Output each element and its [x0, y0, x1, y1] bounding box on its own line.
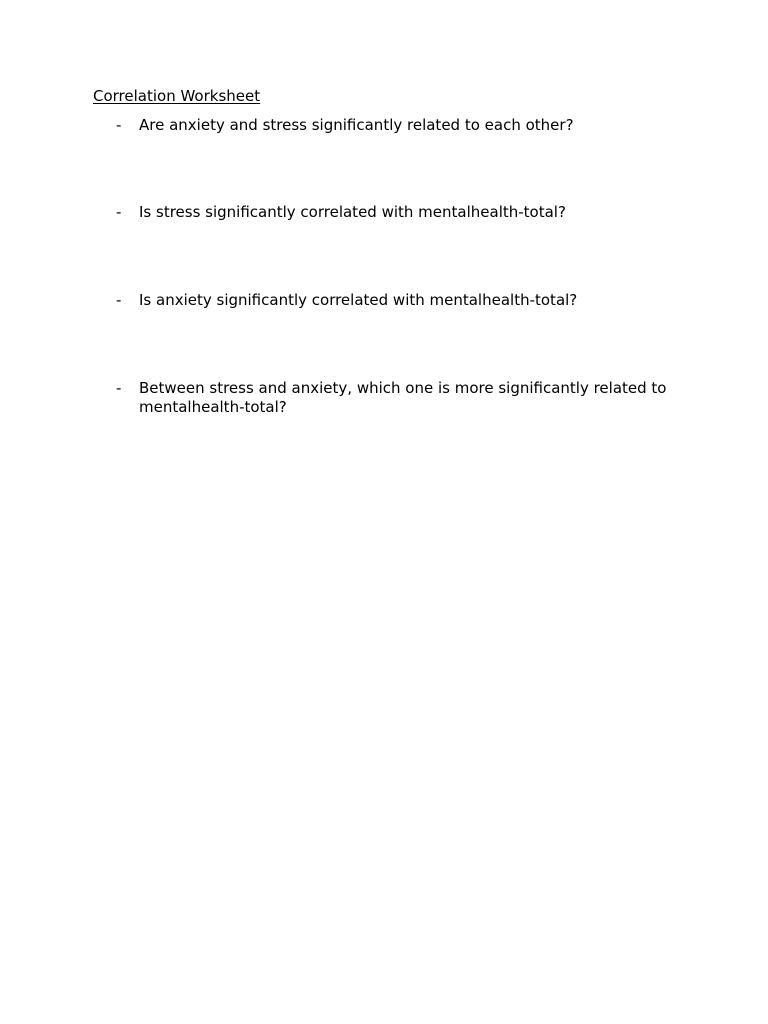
bullet-dash: -: [116, 291, 122, 309]
question-text: Is anxiety significantly correlated with mentalhealth-total?: [139, 291, 578, 309]
bullet-dash: -: [116, 116, 122, 134]
question-item: [116, 203, 686, 222]
worksheet-title: Correlation Worksheet: [93, 87, 261, 105]
question-item: [116, 379, 686, 417]
bullet-dash: -: [116, 203, 122, 221]
question-text: Are anxiety and stress significantly related to each other?: [139, 116, 574, 134]
question-text: Between stress and anxiety, which one is more significantly related to mentalhealth-total?: [139, 379, 667, 416]
question-text: Is stress significantly correlated with mentalhealth-total?: [139, 203, 566, 221]
bullet-dash: -: [116, 379, 122, 397]
question-item: [116, 291, 686, 310]
question-item: [116, 116, 686, 135]
